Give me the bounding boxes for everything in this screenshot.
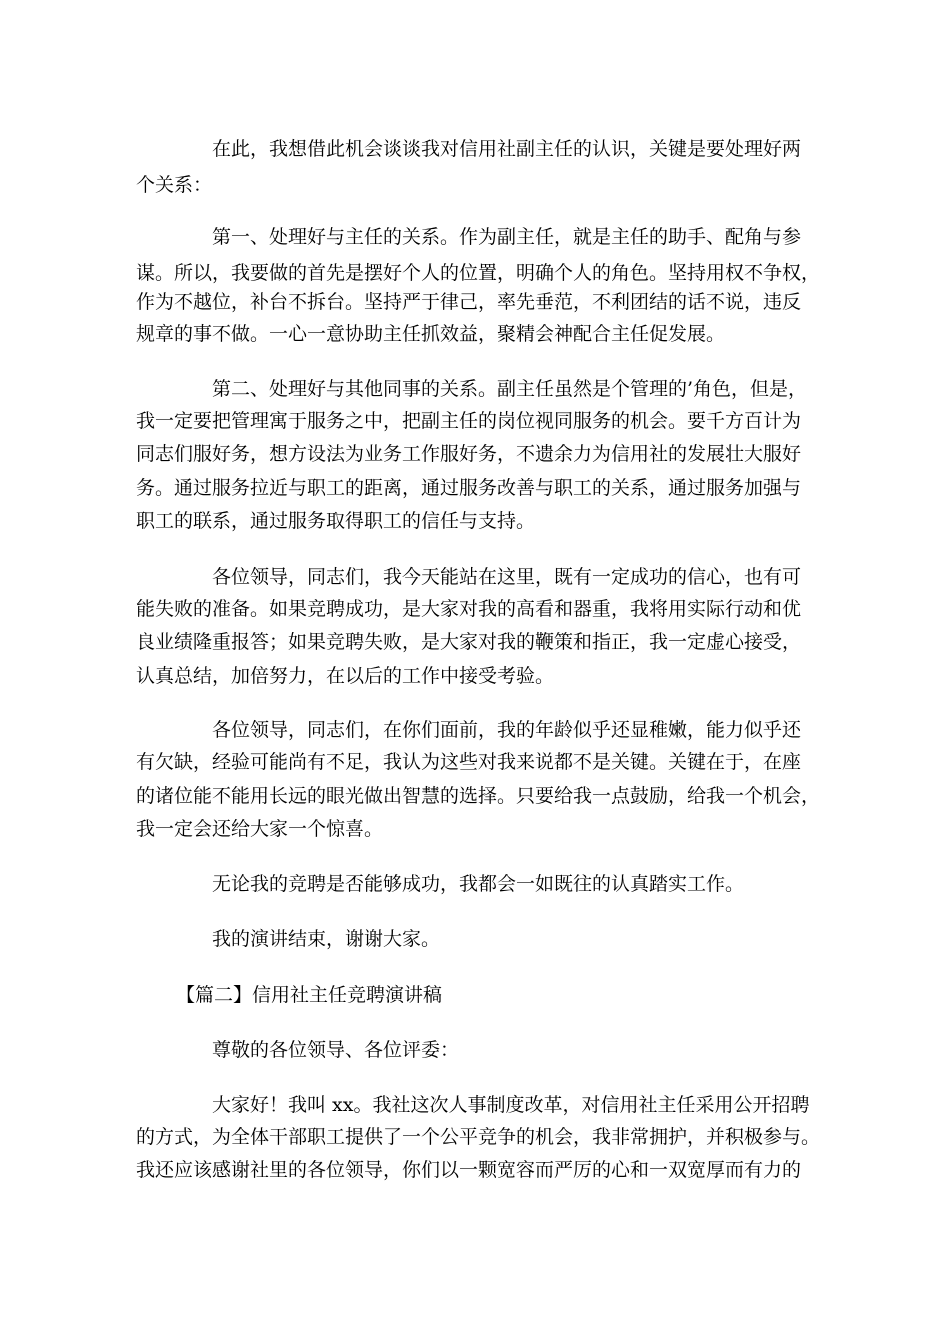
text-line: 大家好！我叫 xx。我社这次人事制度改革，对信用社主任采用公开招聘	[212, 1094, 810, 1116]
text-line: 能失败的准备。如果竞聘成功，是大家对我的高看和器重，我将用实际行动和优	[136, 598, 802, 620]
text-line: 第二、处理好与其他同事的关系。副主任虽然是个管理的’角色，但是，	[212, 378, 808, 400]
text-line: 的诸位能不能用长远的眼光做出智慧的选择。只要给我一点鼓励，给我一个机会，	[136, 785, 821, 807]
text-line: 我还应该感谢社里的各位领导，你们以一颗宽容而严厉的心和一双宽厚而有力的	[136, 1159, 802, 1181]
text-line: 有欠缺，经验可能尚有不足，我认为这些对我来说都不是关键。关键在于，在座	[136, 751, 802, 773]
text-line: 同志们服好务，想方设法为业务工作服好务，不遗余力为信用社的发展壮大服好	[136, 443, 802, 465]
text-line: 我的演讲结束，谢谢大家。	[212, 928, 441, 950]
section-heading: 【篇二】信用社主任竞聘演讲稿	[176, 984, 443, 1006]
text-line: 作为不越位，补台不拆台。坚持严于律己，率先垂范，不利团结的话不说，违反	[136, 291, 802, 313]
text-line: 我一定会还给大家一个惊喜。	[136, 818, 384, 840]
text-line: 尊敬的各位领导、各位评委：	[212, 1039, 460, 1061]
text-line: 各位领导，同志们，我今天能站在这里，既有一定成功的信心，也有可	[212, 566, 802, 588]
text-line: 务。通过服务拉近与职工的距离，通过服务改善与职工的关系，通过服务加强与	[136, 477, 802, 499]
text-line: 的方式，为全体干部职工提供了一个公平竞争的机会，我非常拥护，并积极参与。	[136, 1126, 821, 1148]
text-line: 在此，我想借此机会谈谈我对信用社副主任的认识，关键是要处理好两	[212, 138, 802, 160]
text-line: 无论我的竞聘是否能够成功，我都会一如既往的认真踏实工作。	[212, 873, 745, 895]
text-line: 认真总结，加倍努力，在以后的工作中接受考验。	[136, 665, 555, 687]
text-line: 谋。所以，我要做的首先是摆好个人的位置，明确个人的角色。坚持用权不争权，	[136, 262, 821, 284]
text-line: 良业绩隆重报答；如果竞聘失败，是大家对我的鞭策和指正，我一定虚心接受，	[136, 631, 802, 653]
text-line: 我一定要把管理寓于服务之中，把副主任的岗位视同服务的机会。要千方百计为	[136, 410, 802, 432]
text-line: 各位领导，同志们，在你们面前，我的年龄似乎还显稚嫩，能力似乎还	[212, 719, 802, 741]
text-line: 规章的事不做。一心一意协助主任抓效益，聚精会神配合主任促发展。	[136, 323, 726, 345]
text-line: 第一、处理好与主任的关系。作为副主任，就是主任的助手、配角与参	[212, 226, 802, 248]
text-line: 个关系：	[136, 174, 213, 196]
text-line: 职工的联系，通过服务取得职工的信任与支持。	[136, 510, 536, 532]
